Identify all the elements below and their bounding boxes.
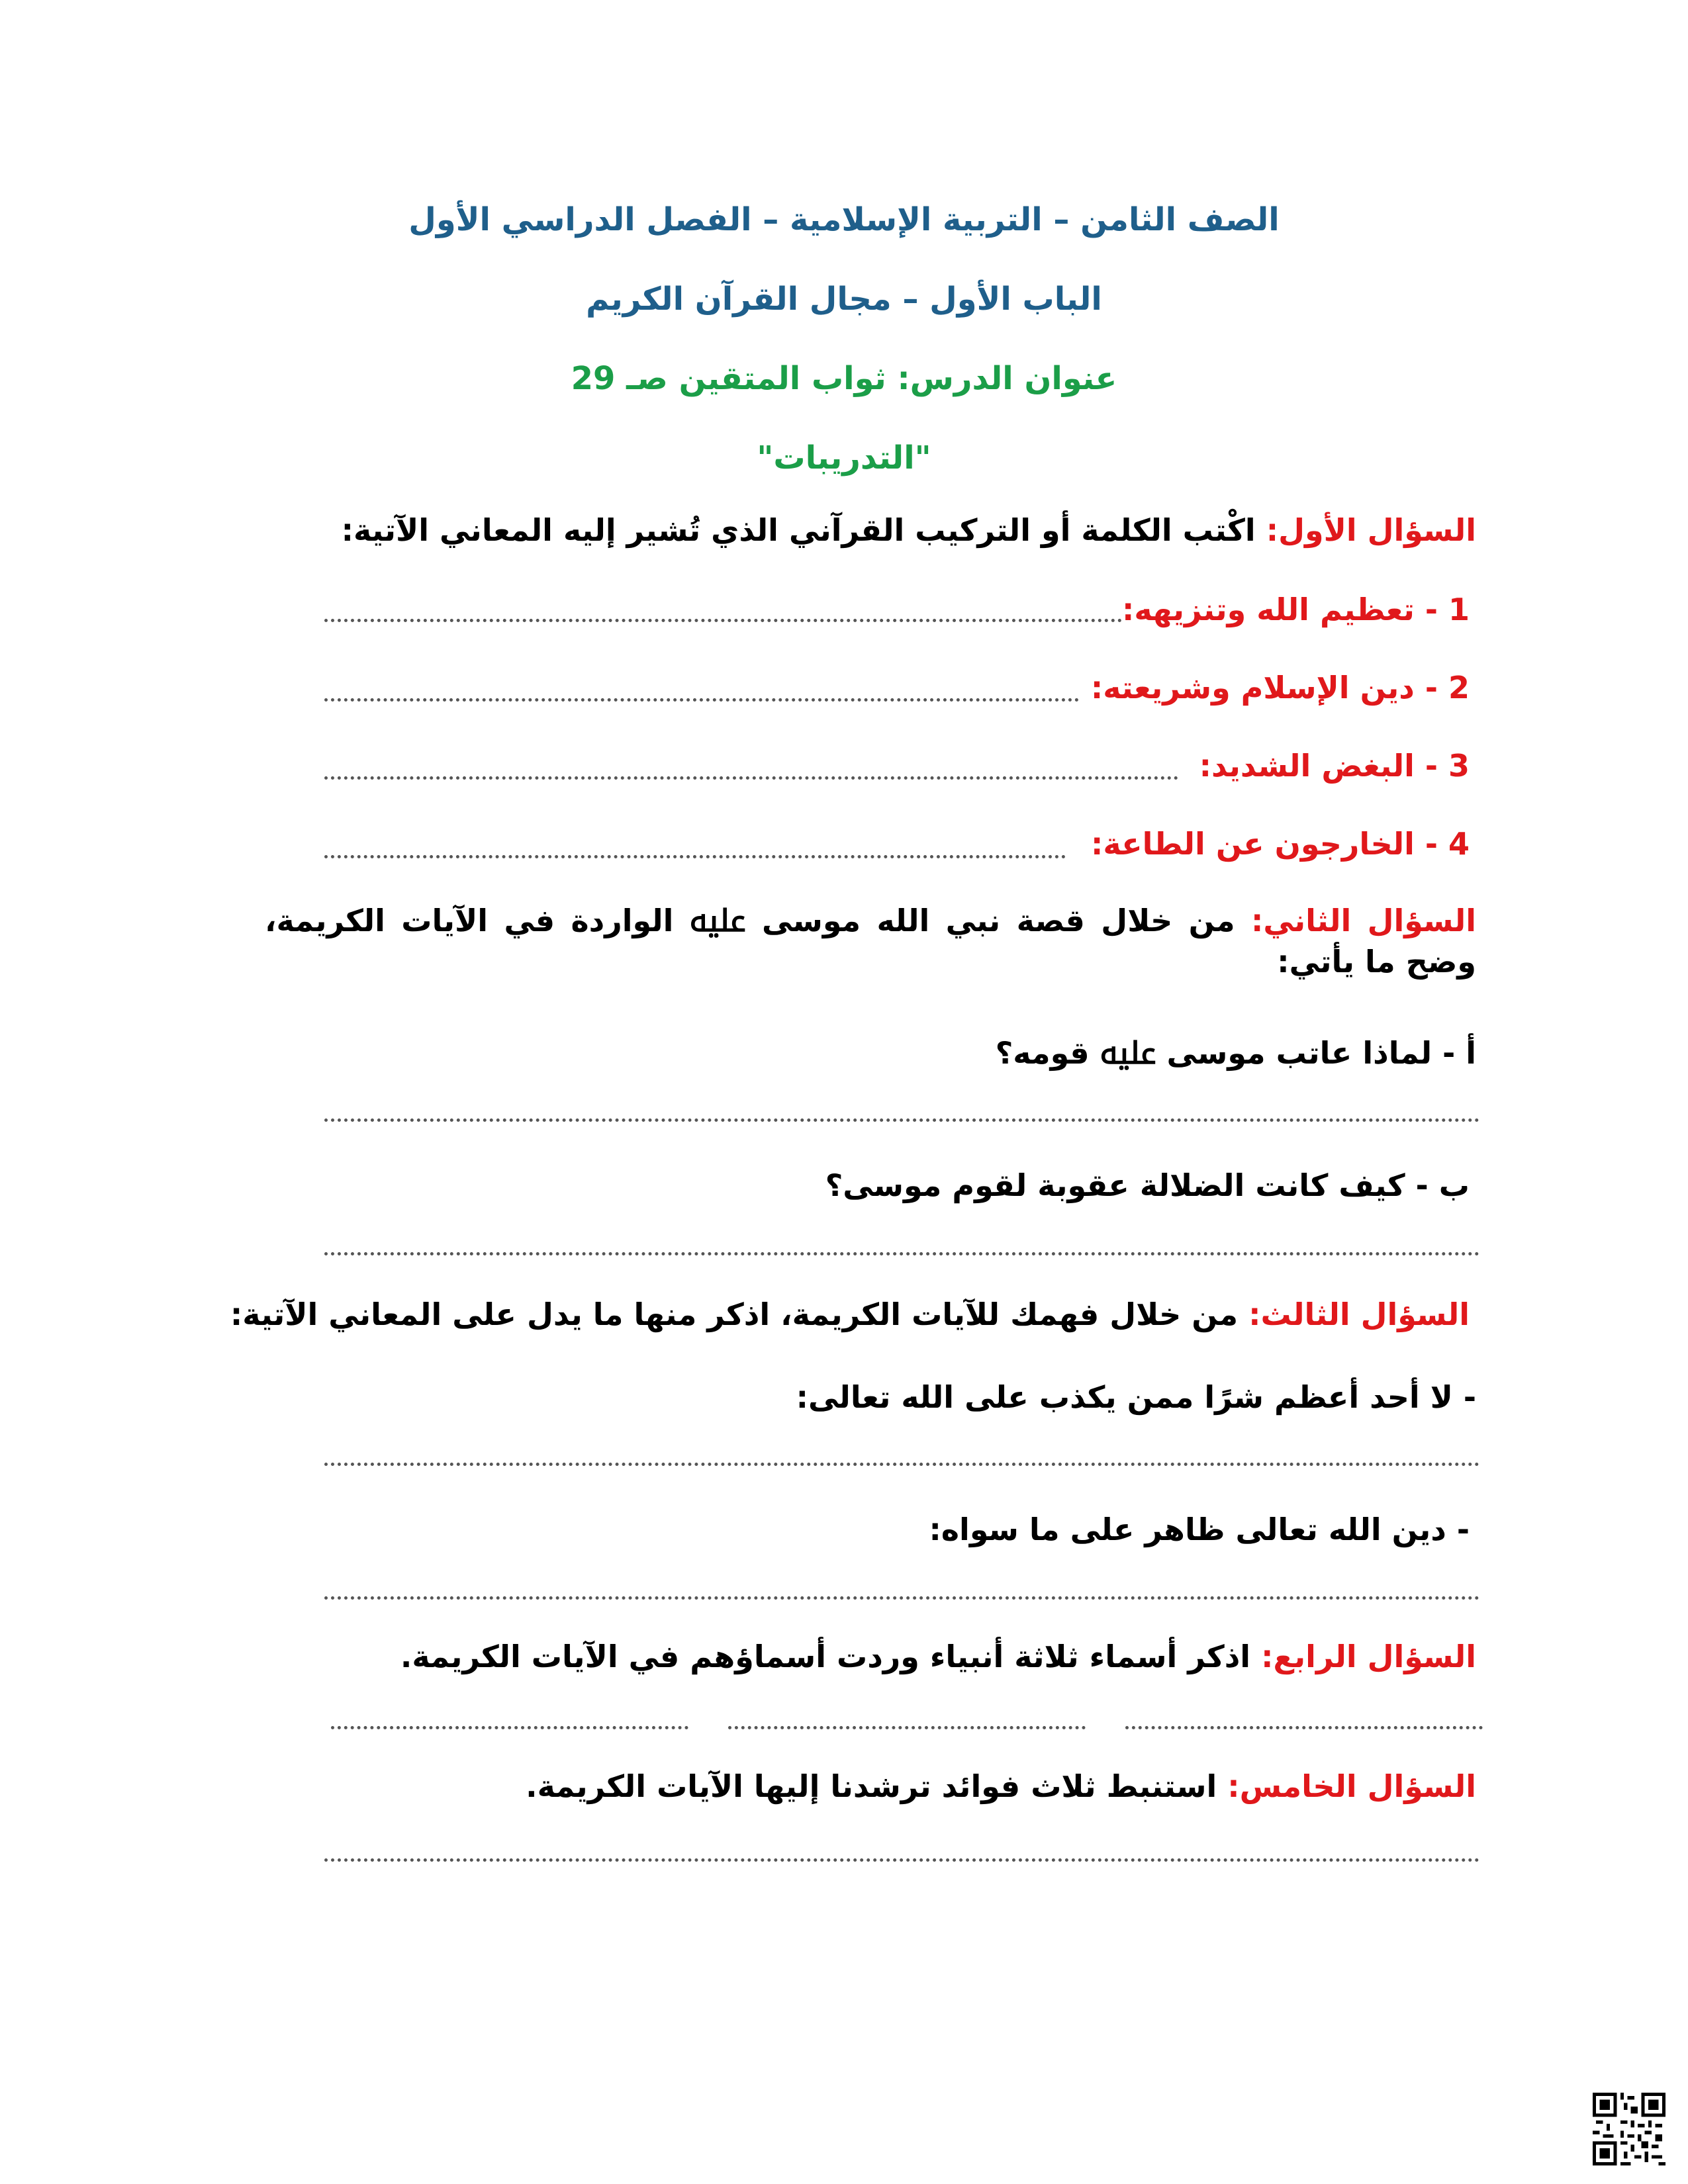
q1-answer-line-1[interactable] xyxy=(324,619,1122,622)
q2-label: السؤال الثاني: xyxy=(1250,903,1476,938)
q4-answer-line-3[interactable] xyxy=(331,1726,688,1729)
q1-item-3: 3 - البغض الشديد: xyxy=(1199,748,1470,784)
q1-answer-line-2[interactable] xyxy=(324,698,1079,702)
q2-answer-line-b[interactable] xyxy=(324,1252,1479,1255)
header-lesson-title: عنوان الدرس: ثواب المتقين صـ 29 xyxy=(571,360,1117,397)
q3-text: من خلال فهمك للآيات الكريمة، اذكر منها ما يدل على المعاني الآتية: xyxy=(230,1297,1249,1332)
q1-answer-line-3[interactable] xyxy=(324,776,1178,780)
q1-item-2: 2 - دين الإسلام وشريعته: xyxy=(1090,670,1470,705)
q5-answer-line[interactable] xyxy=(324,1858,1479,1862)
q2-answer-line-a[interactable] xyxy=(324,1118,1479,1122)
q1-heading xyxy=(152,510,1476,551)
header-grade-subject: الصف الثامن – التربية الإسلامية – الفصل الدراسي الأول xyxy=(408,201,1280,238)
q1-item-1: 1 - تعظيم الله وتنزيهه: xyxy=(1122,592,1470,627)
q1-item-4: 4 - الخارجون عن الطاعة: xyxy=(1090,826,1470,862)
q4-answer-line-1[interactable] xyxy=(1125,1726,1483,1729)
q2-text: من خلال قصة نبي الله موسى ﷷ الواردة في الآيات الكريمة، وضح ما يأتي: xyxy=(265,903,1476,979)
q2-heading xyxy=(265,900,1476,982)
q5-label: السؤال الخامس: xyxy=(1227,1768,1476,1804)
q4-label: السؤال الرابع: xyxy=(1261,1639,1476,1674)
q5-text: استنبط ثلاث فوائد ترشدنا إليها الآيات الكريمة. xyxy=(526,1768,1228,1804)
q3-heading xyxy=(146,1294,1470,1335)
qr-code-icon xyxy=(1593,2093,1665,2165)
q5-heading xyxy=(152,1766,1476,1807)
q1-answer-line-4[interactable] xyxy=(324,855,1066,858)
q1-label: السؤال الأول: xyxy=(1266,512,1476,548)
q3-label: السؤال الثالث: xyxy=(1248,1297,1470,1332)
q2-sub-b: ب - كيف كانت الضلالة عقوبة لقوم موسى؟ xyxy=(825,1167,1470,1203)
q3-item-1: - لا أحد أعظم شرًا ممن يكذب على الله تعالى: xyxy=(796,1379,1476,1415)
q4-answer-line-2[interactable] xyxy=(728,1726,1086,1729)
header-unit: الباب الأول – مجال القرآن الكريم xyxy=(586,281,1102,318)
q2-sub-a: أ - لماذا عاتب موسى ﷷ قومه؟ xyxy=(995,1035,1476,1071)
q3-answer-line-1[interactable] xyxy=(324,1463,1479,1466)
q3-answer-line-2[interactable] xyxy=(324,1596,1479,1600)
header-exercises: "التدريبات" xyxy=(757,439,931,477)
q4-text: اذكر أسماء ثلاثة أنبياء وردت أسماؤهم في الآيات الكريمة. xyxy=(400,1639,1262,1674)
q1-text: اكْتب الكلمة أو التركيب القرآني الذي تُشير إليه المعاني الآتية: xyxy=(341,512,1266,548)
q3-item-2: - دين الله تعالى ظاهر على ما سواه: xyxy=(929,1512,1470,1547)
q4-heading xyxy=(152,1636,1476,1677)
